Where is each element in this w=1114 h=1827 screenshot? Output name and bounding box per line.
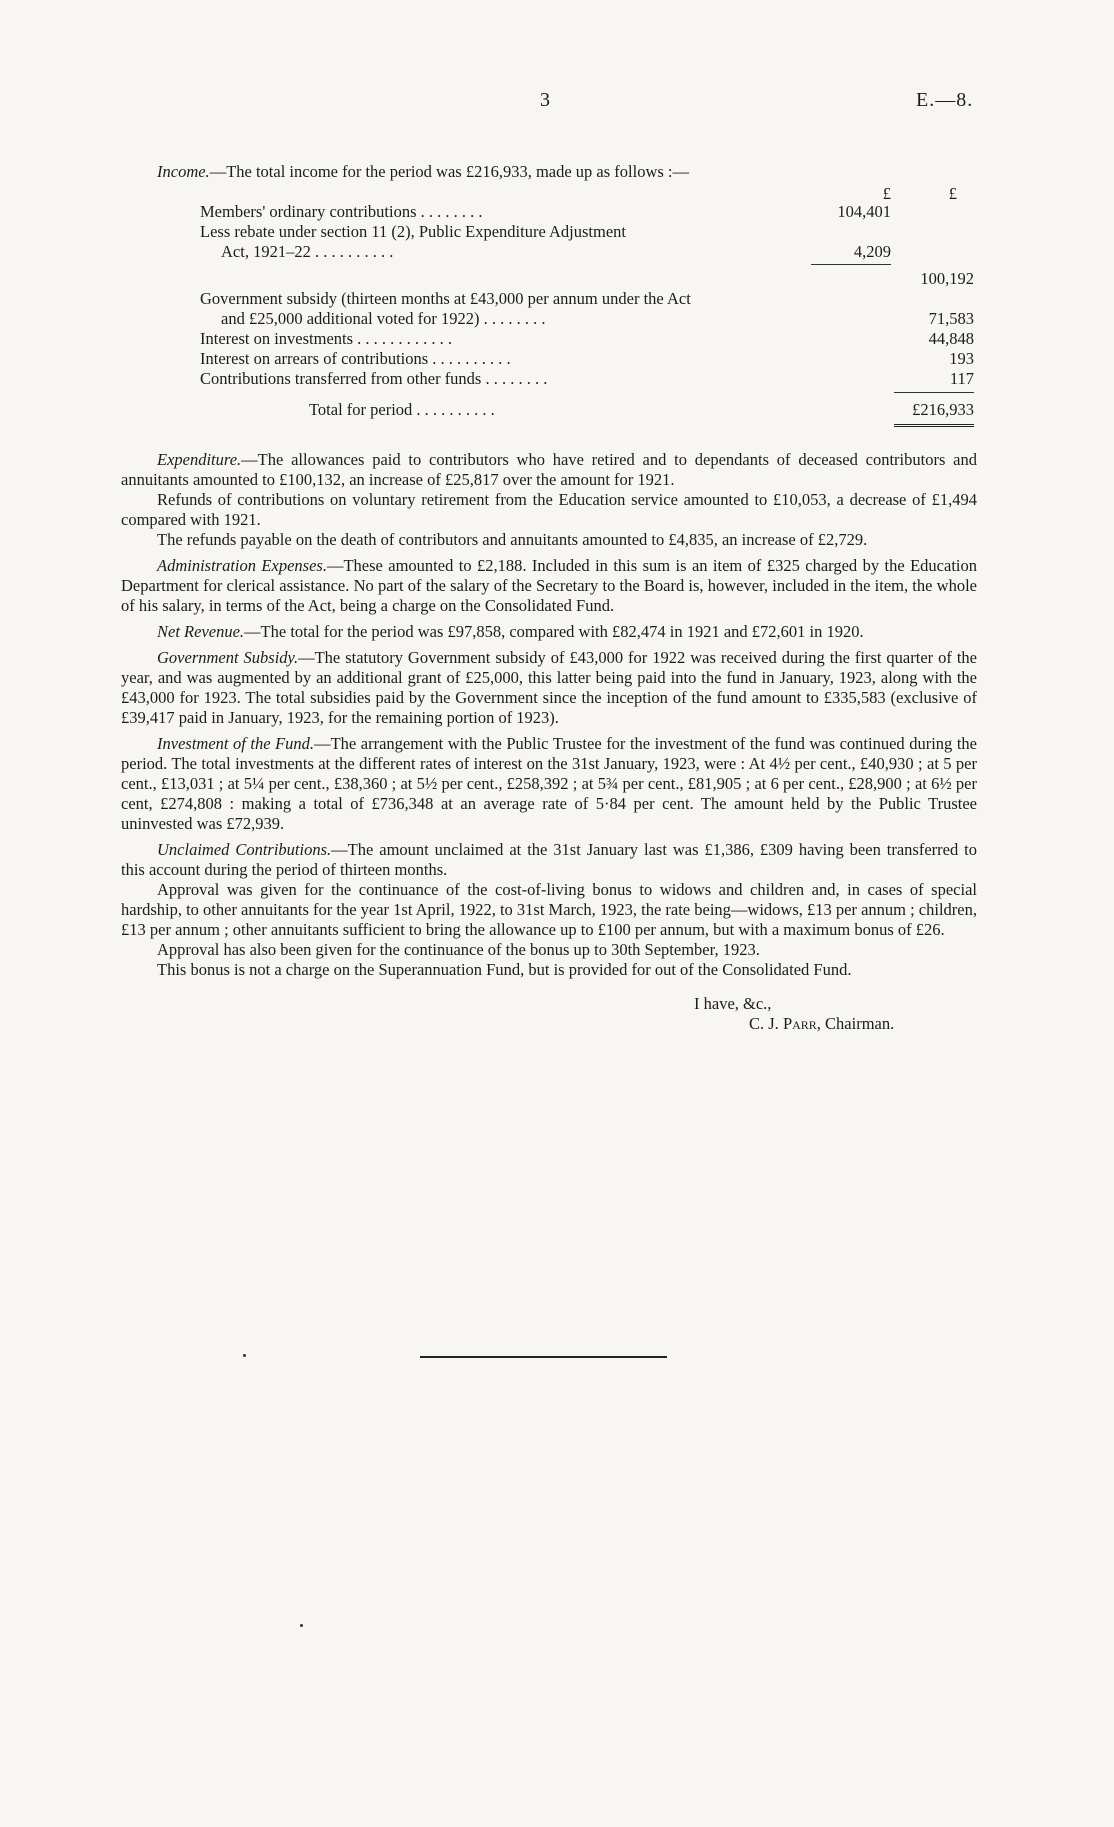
investment-para: Investment of the Fund.—The arrangement with the Public Trustee for the investment of the fund was continued during the period. The total investments at the different rates of interest on the 31st January, 1923, were : At 4½ per cent., £40,930 ; at 5 per cent., £13,031 ; at 5¼ per cent., £38,360 ; at 5½ per cent., £258,392 ; at 5¾ per cent., £81,905 ; at 6 per cent., £28,900 ; at 6½ per cent, £274,808 : making a total of £736,348 at an average rate of 5·84 per cent. The amount held by the Public Trustee uninvested was £72,939.: [121, 734, 977, 833]
income-row: 100,192: [920, 269, 974, 288]
income-table: [121, 184, 977, 450]
refunds-retirement-para: Refunds of contributions on voluntary retirement from the Education service amounted to £10,053, a decrease of £1,494 compared with 1921.: [121, 490, 977, 529]
government-subsidy-para: Government Subsidy.—The statutory Government subsidy of £43,000 for 1922 was received during the first quarter of the year, and was augmented by an additional grant of £25,000, this latter being paid into the fund in January, 1923, along with the £43,000 for 1923. The total subsidies paid by the Government since the inception of the fund amount to £335,583 (exclusive of £39,417 paid in January, 1923, for the remaining portion of 1923).: [121, 648, 977, 727]
income-row: and £25,000 additional voted for 1922) . . . . . . . . 71,583: [221, 309, 974, 328]
income-row: Interest on arrears of contributions . . . . . . . . . . 193: [200, 349, 974, 368]
page-number: 3: [540, 89, 550, 111]
income-intro: [121, 162, 977, 182]
income-row: Government subsidy (thirteen months at £43,000 per annum under the Act: [200, 289, 691, 308]
total-rule-top: [894, 392, 974, 393]
income-total-row: [121, 400, 977, 420]
document-body: [121, 162, 977, 1038]
income-row: Members' ordinary contributions . . . . . . . . 104,401: [200, 202, 891, 221]
total-rule-bottom: [894, 424, 974, 427]
speck: [243, 1354, 246, 1357]
subtotal-rule: [811, 264, 891, 265]
col-symbol-2: £: [948, 184, 957, 203]
signature-name-line: C. J. Parr, Chairman.: [749, 1014, 895, 1033]
income-col-headers: [121, 184, 977, 204]
net-revenue-para: Net Revenue.—The total for the period was £97,858, compared with £82,474 in 1921 and £72,601 in 1920.: [157, 622, 864, 641]
col-symbol-1: £: [882, 184, 891, 203]
income-total-label: Total for period . . . . . . . . . .: [309, 400, 495, 419]
income-total-value: £216,933: [912, 400, 974, 419]
refunds-death-para: The refunds payable on the death of contributors and annuitants amounted to £4,835, an increase of £2,729.: [157, 530, 868, 549]
closing-rule: [420, 1356, 667, 1358]
income-intro-text: —The total income for the period was £216,933, made up as follows :—: [209, 162, 690, 181]
admin-expenses-para: Administration Expenses.—These amounted to £2,188. Included in this sum is an item of £325 charged by the Education Department for clerical assistance. No part of the salary of the Secretary to the Board is, however, included in the item, the whole of his salary, in terms of the Act, being a charge on the Consolidated Fund.: [121, 556, 977, 615]
expenditure-para: Expenditure.—The allowances paid to contributors who have retired and to dependants of deceased contributors and annuitants amounted to £100,132, an increase of £25,817 over the amount for 1921.: [121, 450, 977, 489]
bonus-para: Approval was given for the continuance of the cost-of-living bonus to widows and children and, in cases of special hardship, to other annuitants for the year 1st April, 1922, to 31st March, 1923, the rate being—widows, £13 per annum ; children, £13 per annum ; other annuitants sufficient to bring the allowance up to £100 per annum, but with a maximum bonus of £26.: [121, 880, 977, 939]
income-row: Contributions transferred from other funds . . . . . . . . 117: [200, 369, 974, 388]
signature-closing: I have, &c.,: [694, 994, 772, 1013]
income-row: Act, 1921–22 . . . . . . . . . . 4,209: [221, 242, 891, 261]
bonus-charge-para: This bonus is not a charge on the Superannuation Fund, but is provided for out of the Consolidated Fund.: [157, 960, 852, 979]
income-row: Interest on investments . . . . . . . . . . . . 44,848: [200, 329, 974, 348]
unclaimed-para: Unclaimed Contributions.—The amount unclaimed at the 31st January last was £1,386, £309 having been transferred to this account during the period of thirteen months.: [121, 840, 977, 879]
bonus-continued-para: Approval has also been given for the continuance of the bonus up to 30th September, 1923.: [157, 940, 760, 959]
income-heading: Income.: [157, 162, 210, 181]
speck: [300, 1624, 303, 1627]
document-code: E.—8.: [916, 89, 974, 111]
income-row: Less rebate under section 11 (2), Public Expenditure Adjustment: [200, 222, 626, 241]
signature-block: [121, 994, 977, 1038]
